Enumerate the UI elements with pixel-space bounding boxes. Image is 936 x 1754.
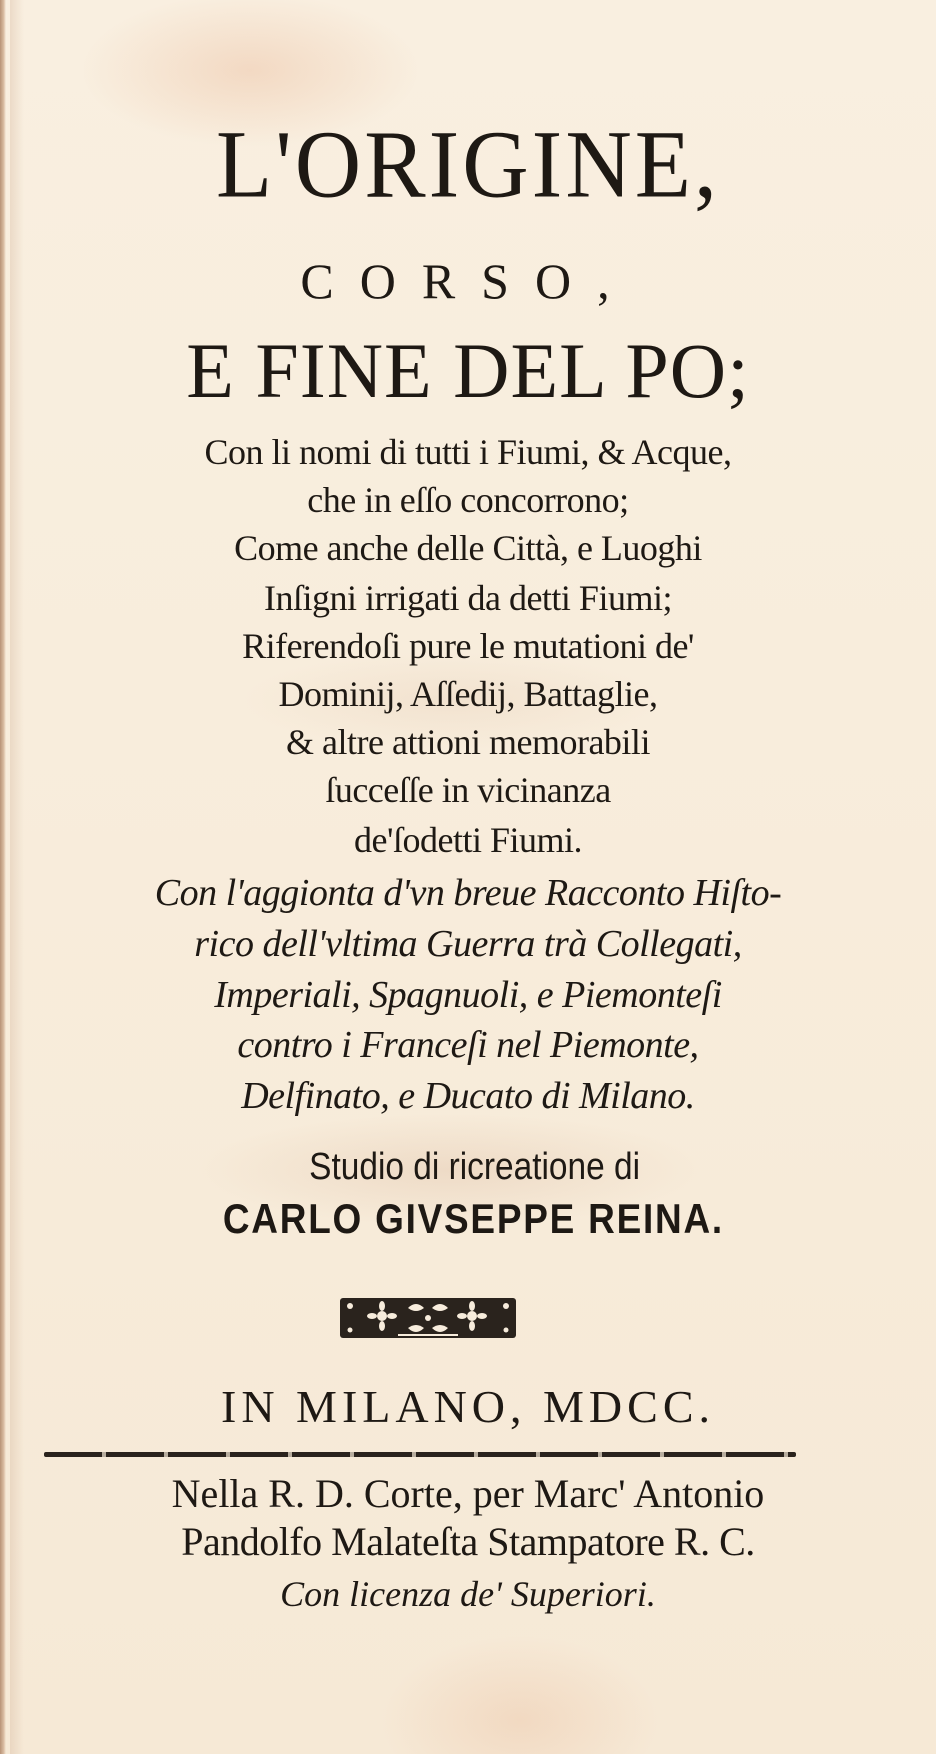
title-line-2: CORSO, bbox=[300, 253, 636, 309]
title-line-3: E FINE DEL PO; bbox=[186, 327, 750, 414]
italic-subtitle-line: contro i Franceſi nel Piemonte, bbox=[237, 1024, 699, 1066]
italic-subtitle-line: rico dell'vltima Guerra trà Collegati, bbox=[194, 923, 742, 965]
subtitle-line: Dominij, Aſſedij, Battaglie, bbox=[278, 674, 658, 714]
subtitle-line: de'ſodetti Fiumi. bbox=[354, 820, 582, 860]
subtitle-line: Con li nomi di tutti i Fiumi, & Acque, bbox=[204, 432, 732, 472]
license-line: Con licenza de' Superiori. bbox=[280, 1574, 656, 1614]
printer-ornament-icon bbox=[338, 1294, 518, 1340]
subtitle-line: Riferendoſi pure le mutationi de' bbox=[242, 626, 694, 666]
subtitle-line: Come anche delle Città, e Luoghi bbox=[234, 528, 702, 568]
subtitle-line: ſucceſſe in vicinanza bbox=[325, 770, 611, 810]
author-name: CARLO GIVSEPPE REINA. bbox=[222, 1195, 724, 1242]
byline: Studio di ricreatione di bbox=[309, 1146, 641, 1188]
publisher-line-2: Pandolfo Malateſta Stampatore R. C. bbox=[181, 1519, 755, 1564]
subtitle-line: Inſigni irrigati da detti Fiumi; bbox=[264, 578, 672, 618]
italic-subtitle-line: Con l'aggionta d'vn breue Racconto Hiſto- bbox=[154, 872, 782, 914]
publisher-line-1: Nella R. D. Corte, per Marc' Antonio bbox=[171, 1471, 765, 1516]
italic-subtitle-line: Delfinato, e Ducato di Milano. bbox=[241, 1075, 695, 1117]
subtitle-line: che in eſſo concorrono; bbox=[307, 480, 629, 520]
italic-subtitle-line: Imperiali, Spagnuoli, e Piemonteſi bbox=[214, 974, 722, 1016]
title-line-1: L'ORIGINE, bbox=[216, 110, 720, 218]
printer-rule-divider bbox=[44, 1452, 796, 1457]
subtitle-line: & altre attioni memorabili bbox=[286, 722, 650, 762]
imprint-place-date: IN MILANO, MDCC. bbox=[221, 1381, 715, 1432]
